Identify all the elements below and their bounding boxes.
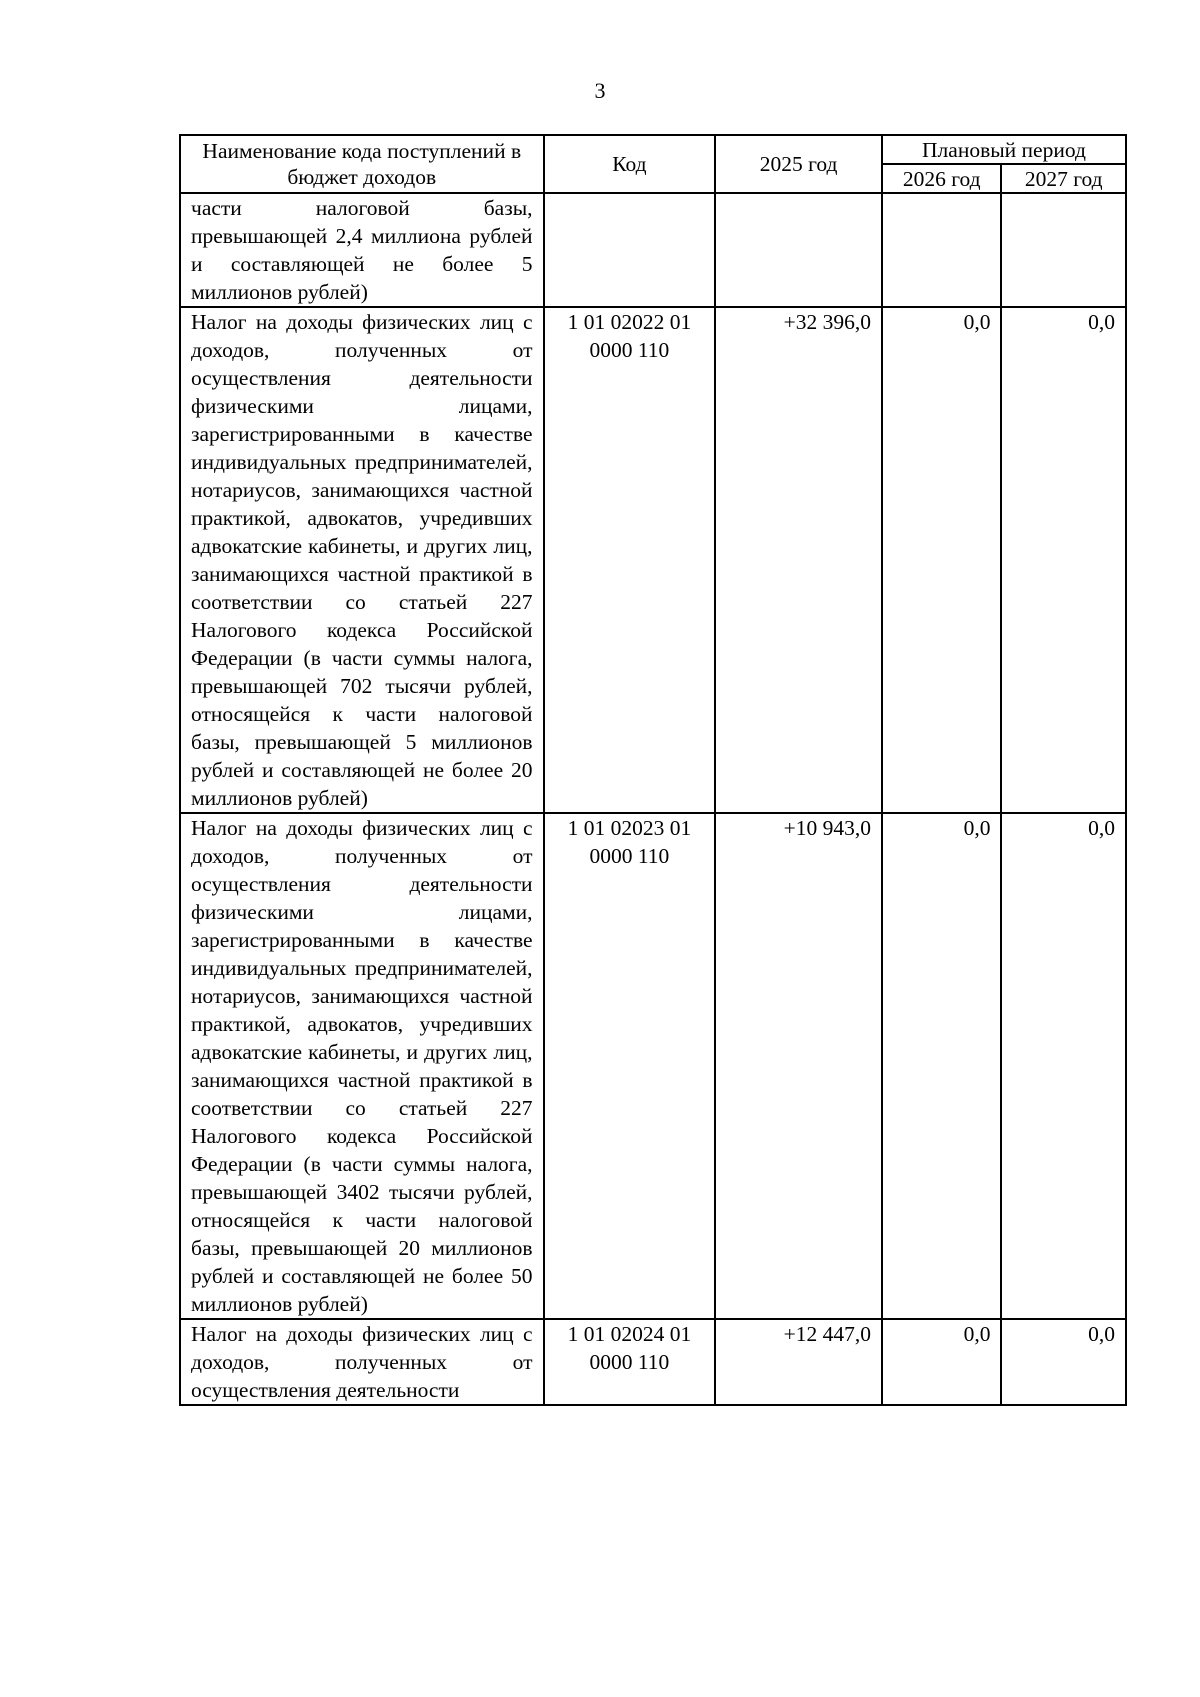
row-name: части налоговой базы, превышающей 2,4 миллиона рублей и составляющей не более 5 миллионов рублей) <box>180 193 544 307</box>
table-row <box>180 307 1126 813</box>
row-2027: 0,0 <box>1001 1319 1126 1405</box>
row-code: 1 01 02024 01 0000 110 <box>544 1319 716 1405</box>
table-row <box>180 193 1126 307</box>
row-2027 <box>1001 193 1126 307</box>
header-2025: 2025 год <box>715 135 882 193</box>
header-code: Код <box>544 135 716 193</box>
row-name: Налог на доходы физических лиц с доходов, полученных от осуществления деятельности <box>180 1319 544 1405</box>
header-2026: 2026 год <box>882 164 1002 193</box>
row-2025: +10 943,0 <box>715 813 882 1319</box>
row-code <box>544 193 716 307</box>
row-2026: 0,0 <box>882 1319 1002 1405</box>
row-2025: +12 447,0 <box>715 1319 882 1405</box>
row-2026: 0,0 <box>882 813 1002 1319</box>
revenue-table <box>179 134 1127 1406</box>
row-2025: +32 396,0 <box>715 307 882 813</box>
row-2027: 0,0 <box>1001 813 1126 1319</box>
row-2025 <box>715 193 882 307</box>
row-name: Налог на доходы физических лиц с доходов, полученных от осуществления деятельности физическими лицами, зарегистрированными в качестве индивидуальных предпринимателей, нотариусов, занимающихся частной практикой, адвокатов, учредивших адвокатские кабинеты, и других лиц, занимающихся частной практикой в соответствии со статьей 227 Налогового кодекса Российской Федерации (в части суммы налога, превышающей 3402 тысячи рублей, относящейся к части налоговой базы, превышающей 20 миллионов рублей и составляющей не более 50 миллионов рублей) <box>180 813 544 1319</box>
header-name: Наименование кода поступлений в бюджет доходов <box>180 135 544 193</box>
row-2026 <box>882 193 1002 307</box>
table-row <box>180 1319 1126 1405</box>
row-name: Налог на доходы физических лиц с доходов, полученных от осуществления деятельности физическими лицами, зарегистрированными в качестве индивидуальных предпринимателей, нотариусов, занимающихся частной практикой, адвокатов, учредивших адвокатские кабинеты, и других лиц, занимающихся частной практикой в соответствии со статьей 227 Налогового кодекса Российской Федерации (в части суммы налога, превышающей 702 тысячи рублей, относящейся к части налоговой базы, превышающей 5 миллионов рублей и составляющей не более 20 миллионов рублей) <box>180 307 544 813</box>
row-2027: 0,0 <box>1001 307 1126 813</box>
table-row <box>180 813 1126 1319</box>
page-number: 3 <box>594 78 606 103</box>
header-2027: 2027 год <box>1001 164 1126 193</box>
row-code: 1 01 02022 01 0000 110 <box>544 307 716 813</box>
row-code: 1 01 02023 01 0000 110 <box>544 813 716 1319</box>
row-2026: 0,0 <box>882 307 1002 813</box>
header-planned-period: Плановый период <box>882 135 1126 164</box>
